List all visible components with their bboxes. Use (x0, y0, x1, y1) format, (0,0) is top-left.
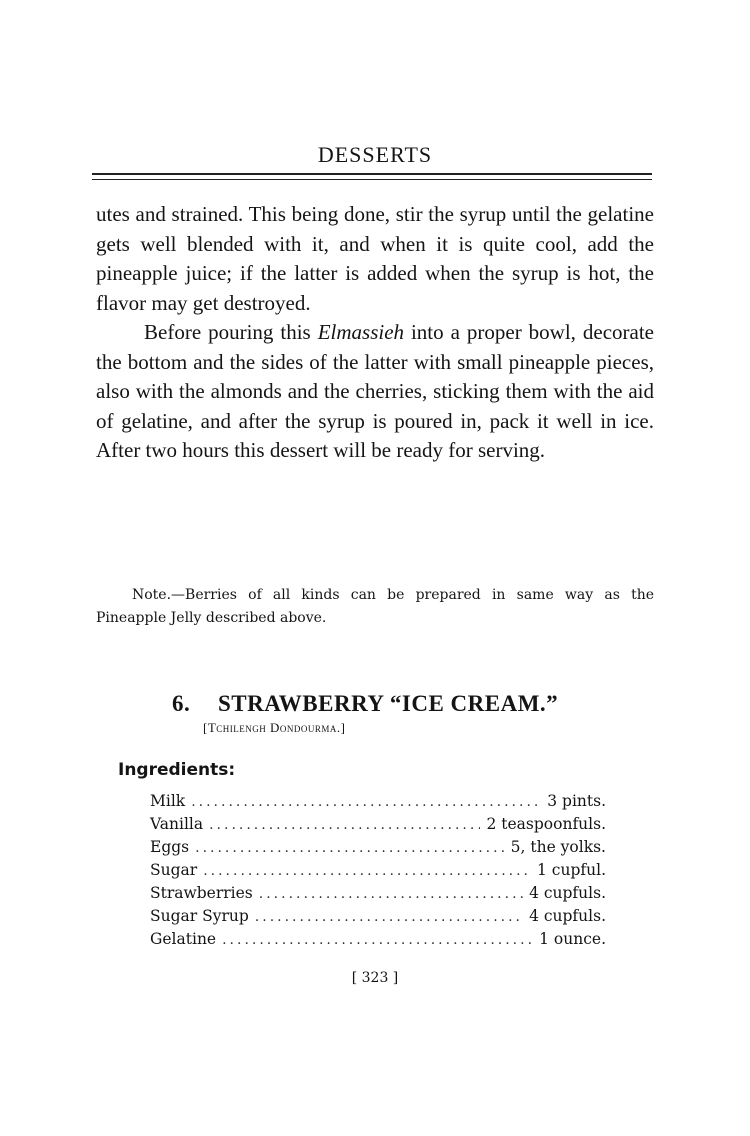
recipe-title (172, 691, 558, 717)
ingredient-row (150, 930, 606, 953)
ingredient-name: Eggs (150, 838, 190, 856)
ingredient-quantity: 2 teaspoonfuls. (486, 815, 606, 833)
recipe-number: 6. (172, 691, 191, 716)
ingredient-quantity: 5, the yolks. (510, 838, 606, 856)
ingredient-name: Vanilla (150, 815, 204, 833)
dot-leader (259, 886, 523, 902)
ingredient-row (150, 838, 606, 861)
body-text (96, 200, 654, 466)
ingredient-row (150, 861, 606, 884)
dot-leader (222, 932, 533, 948)
dot-leader (255, 909, 523, 925)
recipe-subtitle: [Tchilengh Dondourma.] (203, 720, 346, 735)
ingredient-row (150, 792, 606, 815)
ingredient-row (150, 815, 606, 838)
italic-term: Elmassieh (317, 320, 405, 344)
dot-leader (209, 817, 480, 833)
dot-leader (203, 863, 531, 879)
dot-leader (191, 794, 541, 810)
ingredient-name: Strawberries (150, 884, 253, 902)
ingredient-name: Sugar (150, 861, 198, 879)
paragraph-continued: utes and strained. This being done, stir the syrup until the gelatine gets well blended with it, and when it is quite cool, add the pineapple juice; if the latter is added when the syrup is hot, the flavor may get destroyed. (96, 202, 654, 315)
ingredient-quantity: 4 cupfuls. (529, 907, 606, 925)
ingredients-list (150, 792, 606, 953)
ingredients-label: Ingredients: (118, 760, 236, 780)
paragraph-elmassieh (96, 318, 654, 466)
ingredient-quantity: 1 ounce. (539, 930, 606, 948)
ingredient-row (150, 884, 606, 907)
note: Note.—Berries of all kinds can be prepared in same way as the Pineapple Jelly described above. (96, 587, 654, 626)
recipe-title-text: STRAWBERRY “ICE CREAM.” (218, 691, 559, 716)
page-number: [ 323 ] (351, 970, 399, 986)
ingredient-name: Milk (150, 792, 186, 810)
ingredient-name: Gelatine (150, 930, 217, 948)
ingredient-quantity: 4 cupfuls. (529, 884, 606, 902)
ingredient-quantity: 3 pints. (547, 792, 606, 810)
ingredient-quantity: 1 cupful. (537, 861, 606, 879)
paragraph-text: into a proper bowl, decorate the bottom and the sides of the latter with small pineapple pieces, also with the almonds and the cherries, sticking them with the aid of gelatine, and after the syrup is poured in, pack it well in ice. After two hours this dessert will be ready for serving. (96, 320, 654, 462)
running-header: DESSERTS (317, 142, 433, 167)
ingredient-name: Sugar Syrup (150, 907, 249, 925)
header-rule-thick (92, 173, 652, 175)
paragraph-text: Before pouring this (144, 320, 318, 344)
header-rule-thin (92, 179, 652, 180)
ingredient-row (150, 907, 606, 930)
dot-leader (195, 840, 505, 856)
